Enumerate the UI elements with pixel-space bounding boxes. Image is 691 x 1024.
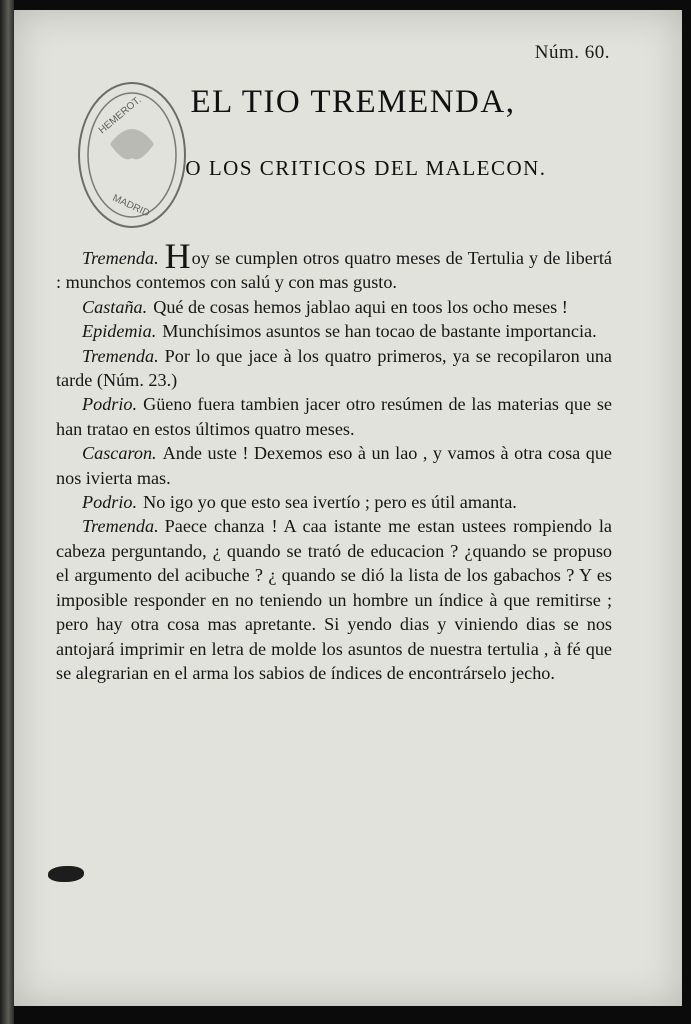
speaker-name: Tremenda. [82, 345, 159, 366]
dialogue-line [56, 514, 612, 685]
dialogue-text: Paece chanza ! A caa istante me estan ustees rompiendo la cabeza perguntando, ¿ quando se trató de educacion ? ¿quando se propuso el argumento del acibuche ? ¿ quando se dió la lista de los gabachos ? Y es imposible responder en no teniendo un hombre un índice à que remitirse ; pero hay otra cosa mas apretante. Si yendo dias y viniendo dias se nos antojará imprimir en letra de molde los asuntos de nuestra tertulia , à fé que se alegrarian en el arma los sabios de índices de encontrárselo jecho. [56, 516, 612, 683]
dialogue-line [56, 441, 612, 490]
dialogue-body [56, 236, 612, 685]
dialogue-line [56, 295, 612, 319]
speaker-name: Cascaron. [82, 443, 157, 464]
svg-text:MADRID: MADRID [110, 192, 152, 220]
document-page [14, 10, 682, 1006]
ink-blot [48, 866, 84, 882]
dialogue-line [56, 319, 612, 343]
issue-number: Núm. 60. [534, 42, 610, 63]
drop-cap: H [164, 236, 191, 276]
dialogue-text: Munchísimos asuntos se han tocao de bastante importancia. [162, 321, 597, 342]
dialogue-text: No igo yo que esto sea ivertío ; pero es útil amanta. [143, 492, 517, 513]
dialogue-line [56, 392, 612, 441]
svg-text:HEMEROT.: HEMEROT. [96, 94, 144, 137]
speaker-name: Tremenda. [82, 516, 159, 537]
speaker-name: Podrio. [82, 394, 138, 415]
dialogue-line [56, 490, 612, 514]
dialogue-text: Güeno fuera tambien jacer otro resúmen de las materias que se han tratao en estos últimos quatro meses. [56, 394, 612, 439]
page-subtitle: O LOS CRITICOS DEL MALECON. [185, 156, 547, 180]
page-edge [0, 0, 14, 1024]
speaker-name: Castaña. [82, 296, 148, 317]
dialogue-line [56, 236, 612, 295]
dialogue-text: Qué de cosas hemos jablao aqui en toos los ocho meses ! [153, 296, 568, 317]
dialogue-text: Ande uste ! Dexemos eso à un lao , y vamos à otra cosa que nos ivierta mas. [56, 443, 612, 488]
speaker-name: Epidemia. [82, 321, 157, 342]
page-title: EL TIO TREMENDA, [190, 84, 516, 120]
dialogue-text: Por lo que jace à los quatro primeros, ya se recopilaron una tarde (Núm. 23.) [56, 345, 612, 391]
speaker-name: Tremenda. [82, 248, 159, 268]
dialogue-text: oy se cumplen otros quatro meses de Tertulia y de libertá : munchos contemos con salú y con mas gusto. [56, 248, 612, 293]
speaker-name: Podrio. [82, 492, 138, 513]
dialogue-line [56, 344, 612, 393]
